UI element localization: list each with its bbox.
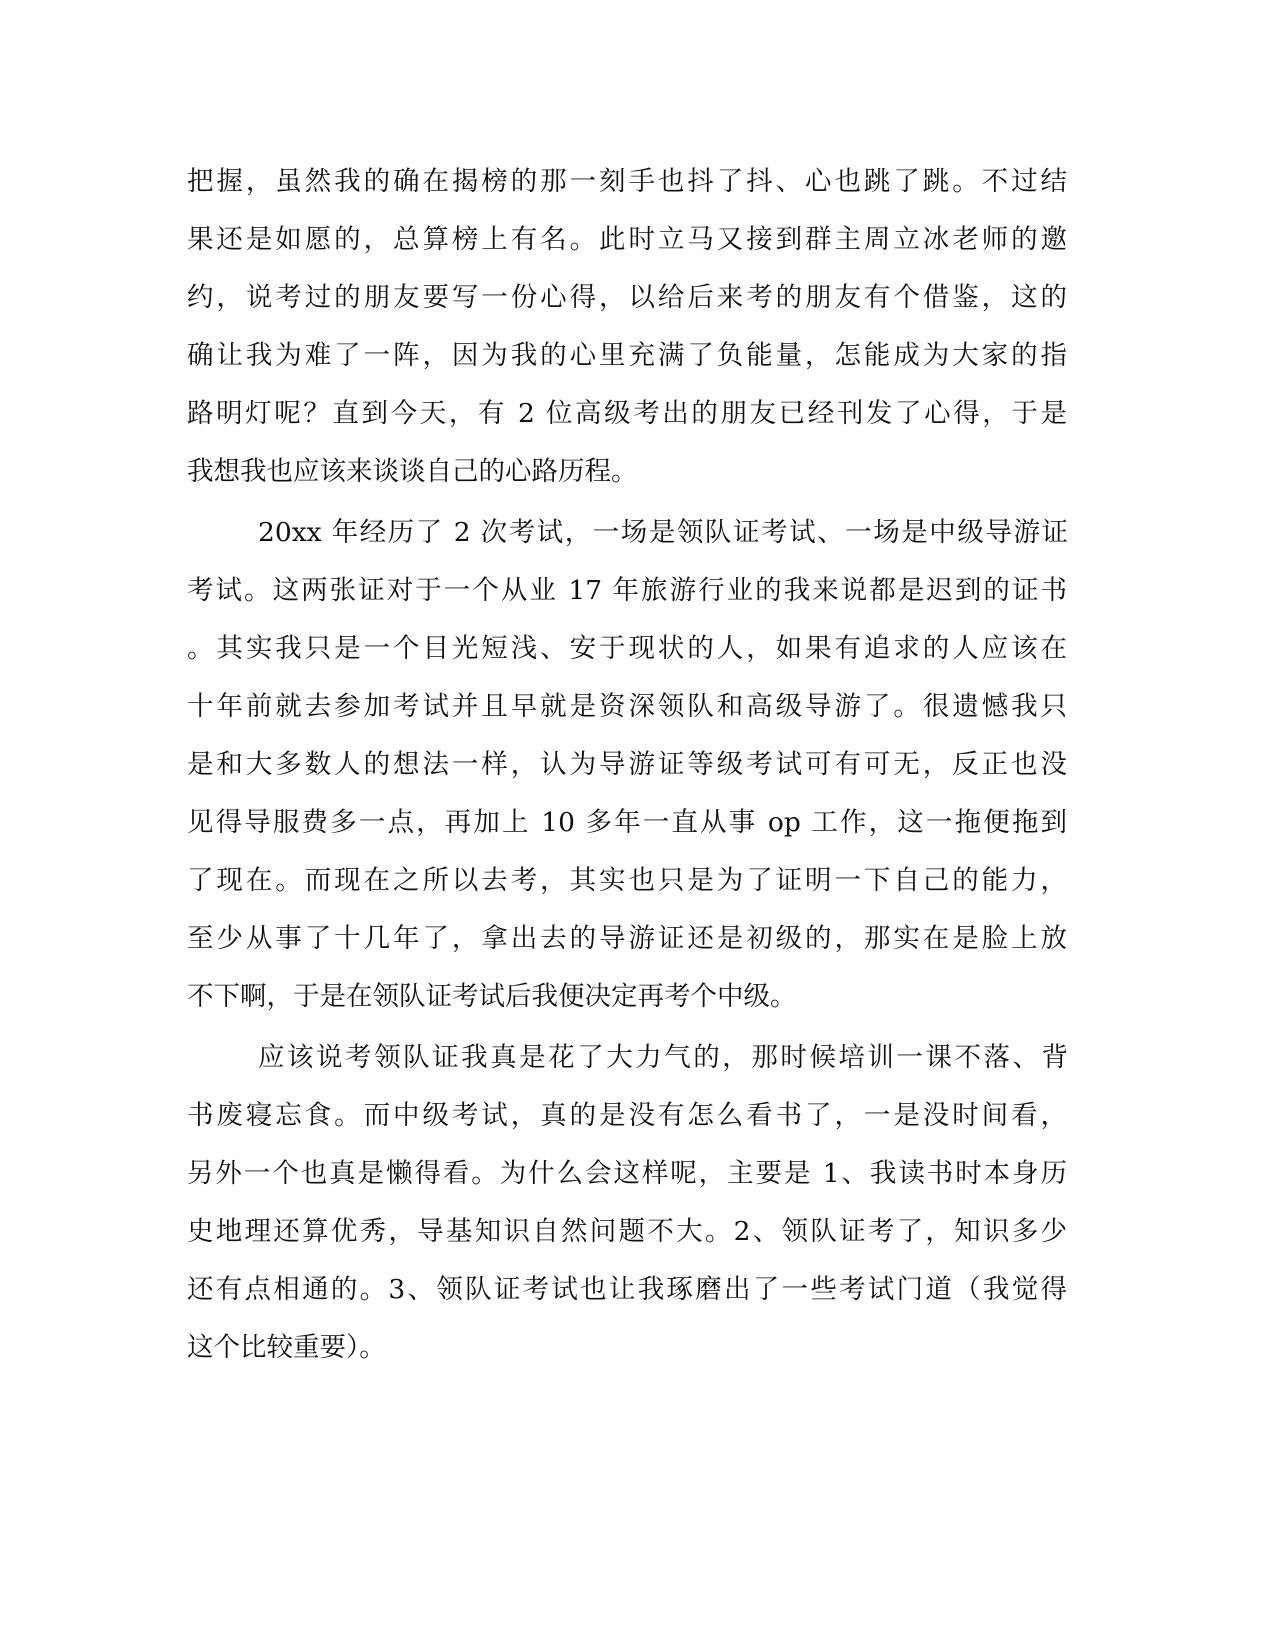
paragraph-2-line-8: 至少从事了十几年了，拿出去的导游证还是初级的，那实在是脸上放	[187, 923, 1067, 954]
paragraph-3-line-2: 书废寝忘食。而中级考试，真的是没有怎么看书了，一是没时间看，	[187, 1100, 1067, 1131]
paragraph-2-line-1: 20xx 年经历了 2 次考试，一场是领队证考试、一场是中级导游证	[258, 517, 1068, 548]
paragraph-3-line-5: 还有点相通的。3、领队证考试也让我琢磨出了一些考试门道（我觉得	[187, 1274, 1067, 1305]
paragraph-1-line-6: 我想我也应该来谈谈自己的心路历程。	[187, 456, 638, 487]
paragraph-2-line-5: 是和大多数人的想法一样，认为导游证等级考试可有可无，反正也没	[187, 749, 1067, 780]
paragraph-2-line-9: 不下啊，于是在领队证考试后我便决定再考个中级。	[187, 981, 797, 1012]
paragraph-1-line-1: 把握，虽然我的确在揭榜的那一刻手也抖了抖、心也跳了跳。不过结	[187, 166, 1067, 197]
paragraph-3-line-6: 这个比较重要）。	[187, 1332, 386, 1363]
paragraph-2-line-4: 十年前就去参加考试并且早就是资深领队和高级导游了。很遗憾我只	[187, 691, 1067, 722]
paragraph-1-line-4: 确让我为难了一阵，因为我的心里充满了负能量，怎能成为大家的指	[187, 340, 1067, 371]
paragraph-2-line-6: 见得导服费多一点，再加上 10 多年一直从事 op 工作，这一拖便拖到	[187, 807, 1067, 838]
paragraph-2-line-7: 了现在。而现在之所以去考，其实也只是为了证明一下自己的能力，	[187, 865, 1067, 896]
paragraph-1-line-2: 果还是如愿的，总算榜上有名。此时立马又接到群主周立冰老师的邀	[187, 224, 1067, 255]
paragraph-2-line-2: 考试。这两张证对于一个从业 17 年旅游行业的我来说都是迟到的证书	[187, 575, 1067, 606]
paragraph-1-line-5: 路明灯呢？直到今天，有 2 位高级考出的朋友已经刊发了心得，于是	[187, 398, 1067, 429]
paragraph-3-line-3: 另外一个也真是懒得看。为什么会这样呢，主要是 1、我读书时本身历	[187, 1158, 1067, 1189]
paragraph-3-line-4: 史地理还算优秀，导基知识自然问题不大。2、领队证考了，知识多少	[187, 1216, 1067, 1247]
paragraph-1-line-3: 约，说考过的朋友要写一份心得，以给后来考的朋友有个借鉴，这的	[187, 282, 1067, 313]
paragraph-2-line-3: 。其实我只是一个目光短浅、安于现状的人，如果有追求的人应该在	[187, 633, 1067, 664]
paragraph-3-line-1: 应该说考领队证我真是花了大力气的，那时候培训一课不落、背	[258, 1042, 1068, 1073]
